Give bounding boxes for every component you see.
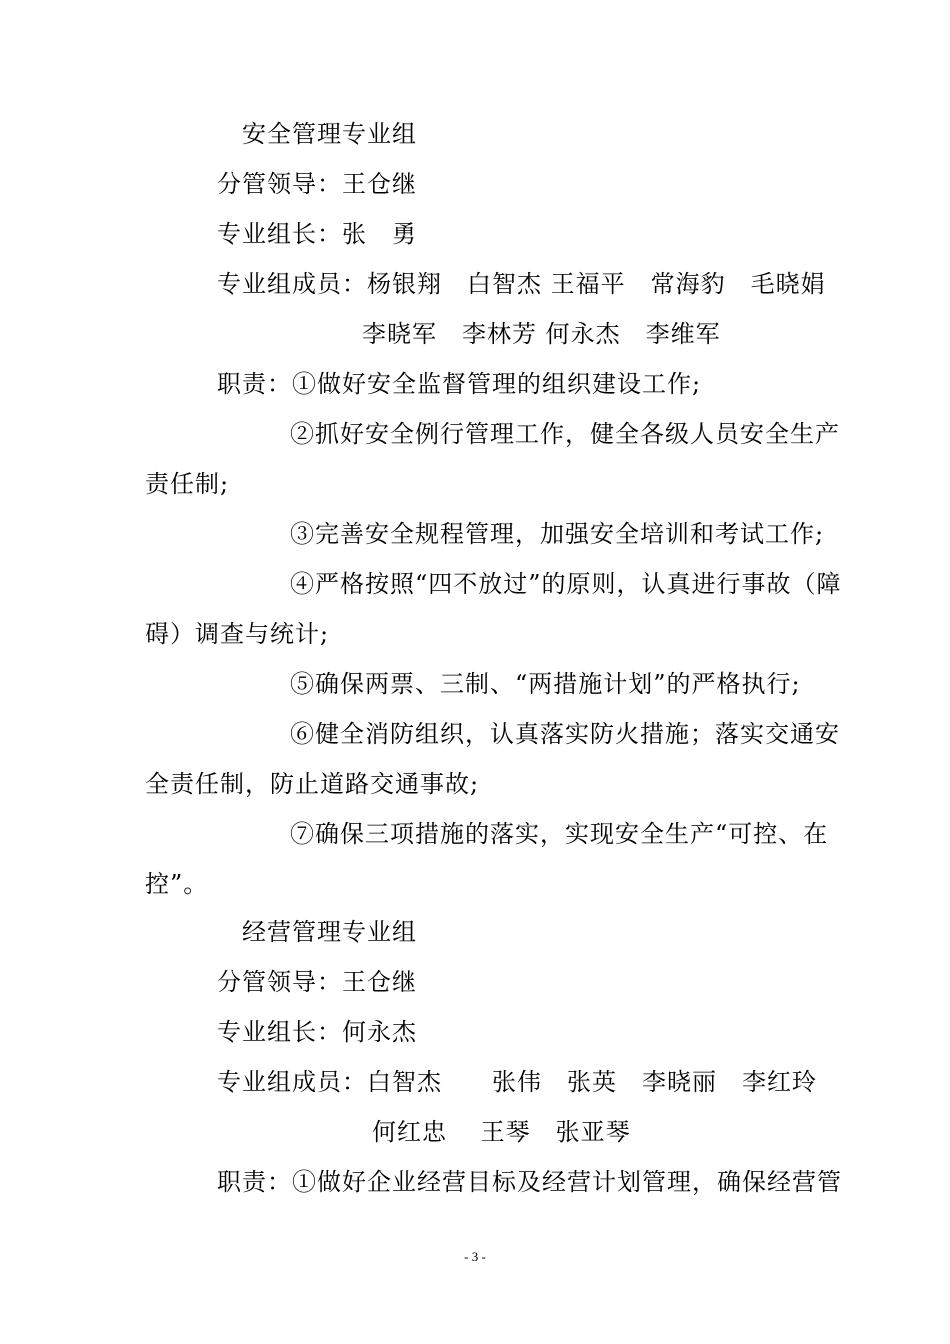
page-number: - 3 - [464, 1249, 486, 1264]
section-title-business: 经营管理专业组 [242, 918, 417, 946]
safety-leader: 分管领导：王仓继 [217, 170, 417, 198]
business-members-line-2: 何红忠 王琴 张亚琴 [372, 1118, 631, 1146]
safety-duty-1: 职责：①做好安全监督管理的组织建设工作; [217, 370, 702, 398]
safety-duty-7-line-2: 控”。 [145, 870, 209, 898]
safety-head: 专业组长：张 勇 [217, 220, 417, 248]
safety-members-line-2: 李晓军 李林芳 何永杰 李维军 [362, 320, 721, 348]
safety-duty-2-line-1: ②抓好安全例行管理工作，健全各级人员安全生产 [290, 420, 840, 448]
safety-duty-6-line-1: ⑥健全消防组织，认真落实防火措施；落实交通安 [290, 720, 840, 748]
safety-duty-4-line-1: ④严格按照“四不放过”的原则，认真进行事故（障 [290, 570, 842, 598]
business-members-line-1: 专业组成员：白智杰 张伟 张英 李晓丽 李红玲 [217, 1068, 817, 1096]
safety-duty-2-line-2: 责任制; [145, 470, 230, 498]
business-head: 专业组长：何永杰 [217, 1018, 417, 1046]
safety-duty-4-line-2: 碍）调查与统计; [145, 620, 330, 648]
safety-members-line-1: 专业组成员：杨银翔 白智杰 王福平 常海豹 毛晓娟 [217, 270, 826, 298]
safety-duty-7-line-1: ⑦确保三项措施的落实，实现安全生产“可控、在 [290, 820, 829, 848]
safety-duty-6-line-2: 全责任制，防止道路交通事故; [145, 770, 480, 798]
section-title-safety: 安全管理专业组 [242, 120, 417, 148]
business-leader: 分管领导：王仓继 [217, 968, 417, 996]
business-duty-1: 职责：①做好企业经营目标及经营计划管理，确保经营管 [217, 1168, 842, 1196]
safety-duty-3: ③完善安全规程管理，加强安全培训和考试工作; [290, 520, 825, 548]
safety-duty-5: ⑤确保两票、三制、“两措施计划”的严格执行; [290, 670, 801, 698]
